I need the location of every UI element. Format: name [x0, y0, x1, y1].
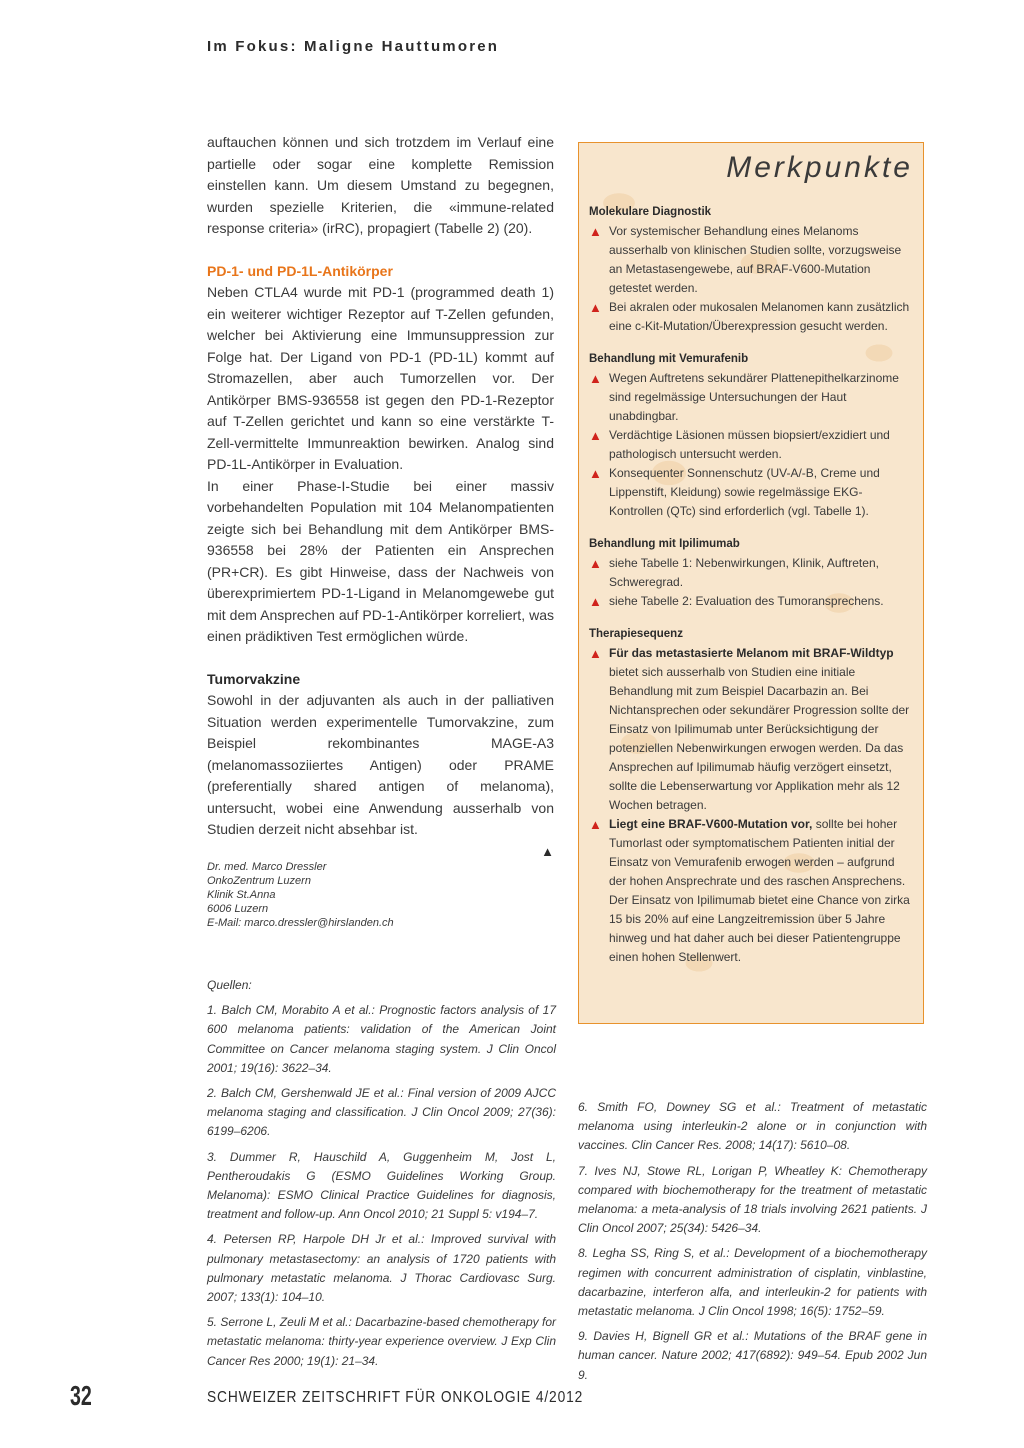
triangle-bullet-icon: ▲: [589, 224, 602, 239]
reference-item: 1. Balch CM, Morabito A et al.: Prognostic factors analysis of 17 600 melanoma patients: validation of the American Joint Committee on Cancer melanoma staging system. J Clin Oncol 2001; 19(16): 3622–34.: [207, 1003, 556, 1075]
section-heading: Molekulare Diagnostik: [589, 206, 712, 218]
triangle-bullet-icon: ▲: [589, 646, 602, 661]
bullet-item: ▲ Bei akralen oder mukosalen Melanomen kann zusätzlich eine c-Kit-Mutation/Überexpression gesucht werden.: [589, 298, 913, 336]
reference-item: 2. Balch CM, Gershenwald JE et al.: Final version of 2009 AJCC melanoma staging and classification. J Clin Oncol 2009; 27(36): 6199–6206.: [207, 1086, 556, 1139]
section-heading: Therapiesequenz: [589, 628, 683, 640]
author-institution: OnkoZentrum Luzern: [207, 875, 311, 887]
bullet-item: ▲ siehe Tabelle 2: Evaluation des Tumoransprechens.: [589, 594, 884, 609]
references-right: [578, 1098, 927, 1391]
pd1-paragraph-1: Neben CTLA4 wurde mit PD-1 (programmed death 1) ein weiterer wichtiger Rezeptor auf T-Zellen gefunden, welcher bei Aktivierung eine Immunsuppression zur Folge hat. Der Ligand von PD-1 (PD-1L) kommt auf Stromazellen, aber auch Tumorzellen vor. Der Antikörper BMS-936558 ist gegen den PD-1-Rezeptor auf T-Zellen gerichtet und kann so eine verstärkte T-Zell-vermittelte Immunreaktion bewirken. Analog sind PD-1L-Antikörper in Evaluation.: [207, 284, 554, 472]
end-triangle-icon: ▲: [541, 843, 554, 859]
bullet-lead: Liegt eine BRAF-V600-Mutation vor,: [609, 817, 813, 831]
triangle-bullet-icon: ▲: [589, 466, 602, 481]
references-left: [207, 976, 556, 1377]
pd1-heading: PD-1- und PD-1L-Antikörper: [207, 262, 393, 279]
bullet-item: ▲ Konsequenter Sonnenschutz (UV-A/-B, Creme und Lippenstift, Kleidung) sowie regelmässige EKG-Kontrollen (QTc) sind erforderlich (vgl. Tabelle 1).: [589, 464, 913, 521]
bullet-item: ▲ siehe Tabelle 1: Nebenwirkungen, Klinik, Auftreten, Schweregrad.: [589, 554, 913, 592]
reference-item: 6. Smith FO, Downey SG et al.: Treatment of metastatic melanoma using interleukin-2 alone or in conjunction with vaccines. Clin Cancer Res. 2008; 14(17): 5610–08.: [578, 1100, 927, 1153]
author-block: [207, 860, 554, 930]
merkpunkte-section-diagnostik: [589, 203, 913, 336]
references-title: Quellen:: [207, 978, 252, 992]
bullet-lead: Für das metastasierte Melanom mit BRAF-Wildtyp: [609, 646, 894, 660]
triangle-bullet-icon: ▲: [589, 594, 602, 609]
main-column: [207, 132, 554, 862]
author-email[interactable]: E-Mail: marco.dressler@hirslanden.ch: [207, 917, 394, 929]
vakzine-paragraph: Sowohl in der adjuvanten als auch in der palliativen Situation werden experimentelle Tumorvakzine, zum Beispiel rekombinantes MAGE-A3 (melanomassoziiertes Antigen) oder PRAME (preferentially shared antigen of melanoma), untersucht, wobei eine Anwendung ausserhalb von Studien derzeit nicht absehbar ist.: [207, 692, 554, 837]
triangle-bullet-icon: ▲: [589, 300, 602, 315]
merkpunkte-section-therapiesequenz: [589, 625, 913, 967]
reference-item: 3. Dummer R, Hauschild A, Guggenheim M, Jost L, Pentheroudakis G (ESMO Guidelines Working Group. Melanoma): ESMO Clinical Practice Guidelines for diagnosis, treatment and follow-up. Ann Oncol 2010; 21 Suppl 5: v194–7.: [207, 1149, 556, 1222]
triangle-bullet-icon: ▲: [589, 817, 602, 832]
section-heading: Behandlung mit Vemurafenib: [589, 353, 749, 365]
section-heading: Behandlung mit Ipilimumab: [589, 538, 740, 550]
author-city: 6006 Luzern: [207, 903, 269, 915]
end-mark-row: [207, 841, 554, 863]
reference-item: 4. Petersen RP, Harpole DH Jr et al.: Improved survival with pulmonary metastasectomy: an analysis of 1720 patients with pulmonary metastatic melanoma. J Thorac Cardiovasc Surg. 2007; 133(1): 104–10.: [207, 1232, 556, 1305]
triangle-bullet-icon: ▲: [589, 556, 602, 571]
bullet-item: ▲ Wegen Auftretens sekundärer Plattenepithelkarzinome sind regelmässige Untersuchungen der Haut unabdingbar.: [589, 369, 913, 426]
intro-paragraph: auftauchen können und sich trotzdem im Verlauf eine partielle oder sogar eine komplette Remission einstellen kann. Um diesem Umstand zu begegnen, wurden spezielle Kriterien, die «immune-related response criteria» (irRC), propagiert (Tabelle 2) (20).: [207, 134, 554, 236]
merkpunkte-box: [578, 142, 924, 1024]
bullet-item: ▲ Liegt eine BRAF-V600-Mutation vor, sollte bei hoher Tumorlast oder symptomatischem Patienten initial der Einsatz von Vemurafenib erwogen werden – aufgrund der hohen Ansprechrate und des raschen Ansprechens. Der Einsatz von Ipilimumab bietet eine Chance von zirka 15 bis 20% auf eine Langzeitremission über 5 Jahre hinweg und hat daher auch bei dieser Patientengruppe einen hohen Stellenwert.: [589, 815, 913, 967]
page-number: 32: [70, 1380, 92, 1411]
reference-item: 7. Ives NJ, Stowe RL, Lorigan P, Wheatley K: Chemotherapy compared with biochemotherapy for the treatment of metastatic melanoma: a meta-analysis of 18 trials involving 2621 patients. J Clin Oncol 2007; 25(34): 5426–34.: [578, 1163, 927, 1236]
reference-item: 8. Legha SS, Ring S, et al.: Development of a biochemotherapy regimen with concurrent administration of cisplatin, vinblastine, dacarbazine, interferon alfa, and interleukin-2 for patients with metastatic melanoma. J Clin Oncol 1998; 16(5): 1752–59.: [578, 1246, 927, 1319]
merkpunkte-section-vemurafenib: [589, 350, 913, 521]
running-head: Im Fokus: Maligne Hauttumoren: [207, 38, 500, 55]
reference-item: 5. Serrone L, Zeuli M et al.: Dacarbazine-based chemotherapy for metastatic melanoma: thirty-year experience overview. J Exp Clin Cancer Res 2000; 19(1): 21–34.: [207, 1315, 556, 1368]
bullet-item: ▲ Für das metastasierte Melanom mit BRAF-Wildtyp bietet sich ausserhalb von Studien eine initiale Behandlung mit zum Beispiel Dacarbazin an. Bei Nichtansprechen oder sekundärer Progression sollte der Einsatz von Ipilimumab unter Berücksichtigung der potenziellen Nebenwirkungen erwogen werden. Da das Ansprechen auf Ipilimumab häufig verzögert einsetzt, sollte die Lebenserwartung vor Applikation mehr als 12 Wochen betragen.: [589, 644, 913, 815]
journal-footer: SCHWEIZER ZEITSCHRIFT FÜR ONKOLOGIE 4/2012: [207, 1389, 584, 1406]
merkpunkte-title: Merkpunkte: [726, 151, 913, 184]
pd1-paragraph-2: In einer Phase-I-Studie bei einer massiv vorbehandelten Population mit 104 Melanompatienten zeigte sich bei Behandlung mit dem Antikörper BMS-936558 bei 28% der Patienten ein Ansprechen (PR+CR). Es gibt Hinweise, dass der Nachweis von überexprimiertem PD-1-Ligand in Melanomgewebe gut mit dem Ansprechen auf PD-1-Antikörper korreliert, was einen prädiktiven Test ermöglichen würde.: [207, 477, 554, 644]
author-name: Dr. med. Marco Dressler: [207, 861, 327, 873]
triangle-bullet-icon: ▲: [589, 371, 602, 386]
reference-item: 9. Davies H, Bignell GR et al.: Mutations of the BRAF gene in human cancer. Nature 2002; 417(6892): 949–54. Epub 2002 Jun 9.: [578, 1329, 927, 1382]
triangle-bullet-icon: ▲: [589, 428, 602, 443]
merkpunkte-section-ipilimumab: [589, 535, 913, 611]
bullet-item: ▲ Verdächtige Läsionen müssen biopsiert/exzidiert und pathologisch untersucht werden.: [589, 426, 913, 464]
author-clinic: Klinik St.Anna: [207, 889, 276, 901]
bullet-item: ▲ Vor systemischer Behandlung eines Melanoms ausserhalb von klinischen Studien sollte, vorzugsweise an Metastasengewebe, auf BRAF-V600-Mutation getestet werden.: [589, 222, 913, 298]
vakzine-heading: Tumorvakzine: [207, 670, 301, 687]
